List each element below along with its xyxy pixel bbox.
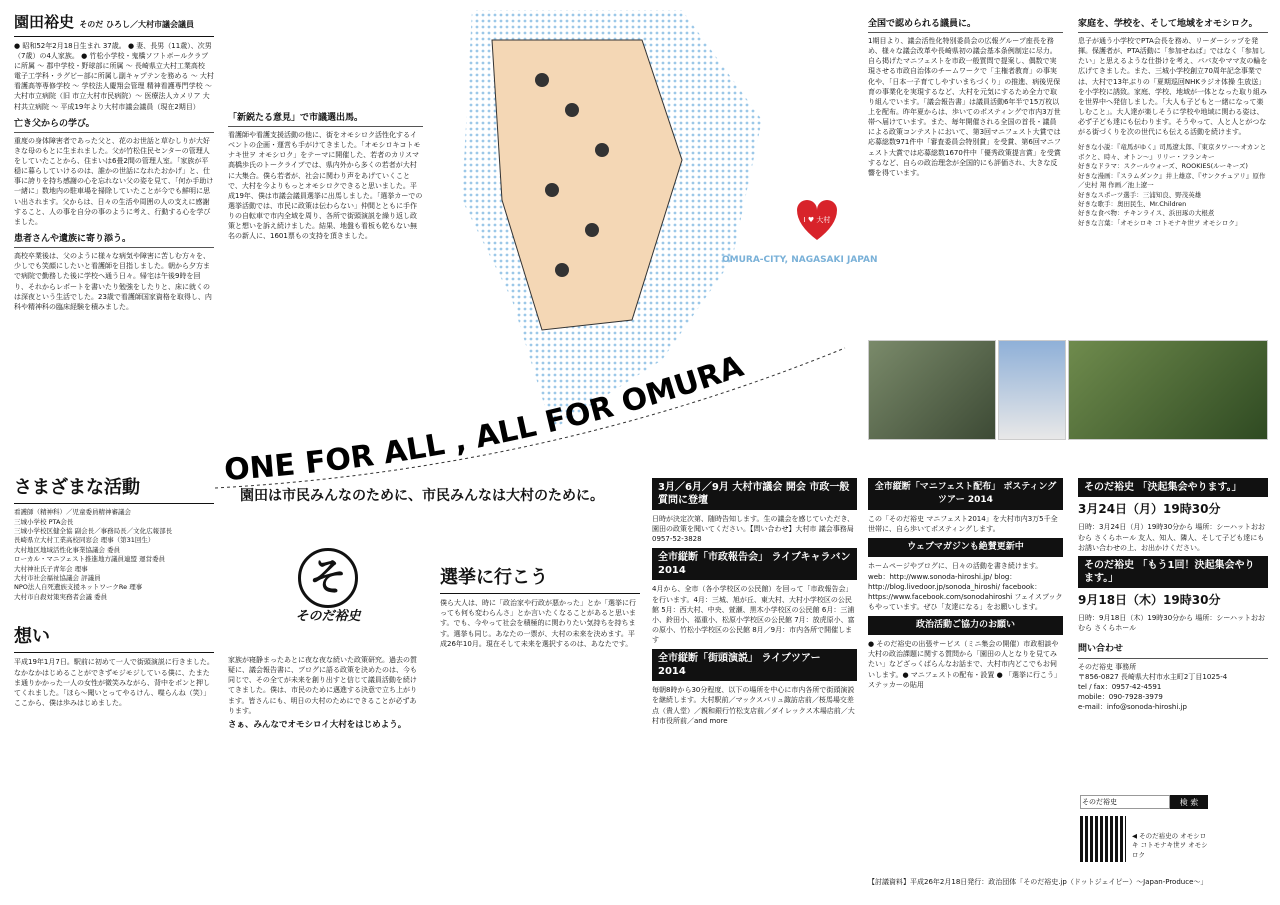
events-column (652, 478, 857, 730)
rally-body: 日時：3月24日（月）19時30分から 場所：シーハットおおむら さくらホール 友人、知人、隣人、そして子ども達にもお誘い合わせの上、お出かけください。 (1078, 523, 1266, 552)
activity-item: 長崎県立大村工業高校同窓会 理事（第31回生） (14, 536, 155, 545)
activity-item: ローカル・マニフェスト推進地方議員連盟 運営委員 (14, 555, 166, 564)
qr-caption: ◀ そのだ裕史の オモシロキ コトモナキ世ヲ オモシロク (1132, 832, 1208, 859)
favorite-item: 好きな言葉：「オモシロキ コトモナキ世ヲ オモシロク」 (1078, 218, 1242, 227)
contact-office: そのだ裕史 事務所 (1078, 662, 1137, 671)
heart-label: I ♥ 大村 (803, 216, 831, 224)
activity-item: 大村神社氏子青年会 理事 (14, 564, 88, 573)
section-title: 家庭を、学校を、そして地域をオモシロク。 (1078, 18, 1268, 33)
map-city-label: OMURA-CITY, NAGASAKI JAPAN (722, 255, 878, 265)
vote-column (440, 565, 640, 652)
section-title: 患者さんや遺族に寄り添う。 (14, 233, 214, 248)
rally-date: 9月18日（木）19時30分 (1078, 592, 1221, 607)
manifesto-title: ウェブマガジンも絶賛更新中 (868, 538, 1063, 557)
achievements-column (868, 12, 1063, 181)
activity-item: 大村市自殺対策実務者会議 委員 (14, 592, 108, 601)
event-body: 4月から、全市（各小学校区の公民館）を回って「市政報告会」を行います。4月：三城、旭が丘、東大村、大村小学校区の公民館 5月：西大村、中央、萱瀬、黒木小学校区の公民館 6月：三浦小、鈴田小、福重小、松原小学校区の公民館 7月：放虎原小、富の原小、竹松小学校区の公民館 8月／9月：市内各所で開催します (652, 585, 855, 645)
contact-tel: tel / fax：0957-42-4591 (1078, 682, 1162, 691)
section-body: 看護師や看護支援活動の他に、街をオモシロク活性化するイベントの企画・運営も手がけてきました。「オモシロキコトモナキ世ヲ オモシロク」をテーマに開催した、若者のカリスマ高橋歩氏のトークライブでは、県内外から多くの若者が大村に大集合。僕ら若者が、社会に関わり声をあげていくことで、大村を今よりもっとオモシロクできると思いました。平成19年、僕は市議会議員選挙に出馬しました。「選挙カーでの選挙活動では、市民に政策は伝わらない」仲間とともに手作りの自転車で市内全域を周り、各所で街頭演説を繰り返し政策と想いを訴え続けました。結果、地盤も看板も乾もない無名の新人に、1601票もの支持を頂きました。 (228, 131, 423, 241)
career-column (228, 12, 423, 245)
search-input[interactable] (1080, 795, 1170, 809)
favorite-item: 好きな歌手：奥田民生、Mr.Children (1078, 199, 1187, 208)
event-title: 3月／6月／9月 大村市議会 開会 市政一般質問に登壇 (652, 478, 857, 510)
event-body: 日時が決定次第、随時告知します。生の議会を感じていただき、園田の政策を聞いてください。【問い合わせ】大村市 議会事務局 0957-52-3828 (652, 515, 855, 544)
event-title: 全市縦断「市政報告会」 ライブキャラバン 2014 (652, 548, 857, 580)
contact-mobile: mobile：090-7928-3979 (1078, 692, 1163, 701)
section-body: 重度の身体障害者であった父と、花のお世話と草むしりが大好きな母のもとに生まれました。父が竹松住民センターの管理人をしていたことから、住まいは6畳2間の管理人室。「家族が平穏に暮らしていけるのは、誰かの世話になれたおかげ」と、仕事に誇りを持ち感謝の心を忘れない父の姿を見て、「何か手助け一緒に」数地内の駐車場を掃除していたことが今でも鮮明に思い出されます。父からは、日々の生活や周囲の人の支えに感謝すること、人の事を自分の事のように考え、行動する心を学びました。 (14, 136, 214, 226)
qr-code[interactable] (1080, 816, 1126, 862)
favorite-item: 好きな食べ物：チキンライス、浜田琢の大根煮 (1078, 209, 1215, 218)
favorite-item: 好きな小説：『竜馬がゆく』司馬遼太郎、『東京タワー〜オカンとボクと、時々、オトン〜』リリー・フランキー (1078, 143, 1267, 161)
manifesto-title: 政治活動ご協力のお願い (868, 616, 1063, 635)
activities-list (14, 508, 214, 602)
activity-item: 看護師（精神科）／児童委員精神審議会 (14, 508, 131, 517)
section-title: 想い (14, 624, 214, 653)
sonoda-logo (268, 548, 388, 627)
favorites-list (1078, 143, 1268, 228)
section-body: 僕ら大人は、時に「政治家や行政が悪かった」とか「選挙に行っても何も変わらんさ」とか言いたくなることがあると思います。でも、今やって社会を積極的に関わりたい気持ちを持ちます。選挙も同じ。あなたの一票が、大村の未来を決めます。平成26年10月。現在そして未来を選択するのは、あなたです。 (440, 599, 636, 648)
activity-item: 三城小学校 PTA会長 (14, 517, 74, 526)
manifesto-body: ホームページやブログに、日々の活動を書き続けます。web：http://www.sonoda-hiroshi.jp/ blog：http://blog.livedoor.jp/sonoda_hiroshi/ facebook：https://www.facebook.com/sonodahiroshi フェイスブックもやっています。ぜひ「友達になる」をお願いします。 (868, 562, 1063, 611)
activities-column (14, 475, 214, 711)
rally-body: 日時：9月18日（木）19時30分から 場所：シーハットおおむら さくらホール (1078, 614, 1266, 633)
slogan-arc (215, 330, 875, 490)
favorite-item: 好きなドラマ：スクールウォーズ、ROOKIES(ルーキーズ) (1078, 162, 1248, 171)
manifesto-body: この「そのだ裕史 マニフェスト2014」を大村市内3万5千全世帯に、自ら歩いてポスティングします。 (868, 515, 1058, 534)
activity-item: 大村市社会福祉協議会 評議員 (14, 574, 101, 583)
omoi-column (228, 655, 423, 734)
section-body: 高校卒業後は、父のように様々な病気や障害に苦しむ方々を、少しでも笑顔にしたいと看護師を目指しました。朝から夕方まで病院で勤務した後に学校へ通う日々。帰宅は午後9時を回り、それからレポートを書いたり勉強をしたりと、床に就くのは深夜という生活でした。23歳で看護師国家資格を取得し、内科や精神科の臨床経験を積みました。 (14, 252, 212, 311)
section-title: 全国で認められる議員に。 (868, 18, 1063, 33)
manifesto-body: ● そのだ裕史の出張サービス（ミニ集会の開催）市政相談や大村の政治課題に関する質問から「園田の人となりを見てみたい」などざっくばらんなお話まで、大村市内どこでもお伺いします。● マニフェストの配布・設置 ● 「選挙に行こう」ステッカーの貼用 (868, 640, 1061, 689)
profile-column (14, 12, 214, 315)
slogan-text: ONE FOR ALL , ALL FOR OMURA (223, 349, 748, 489)
rally-date: 3月24日（月）19時30分 (1078, 502, 1221, 516)
search-box (1080, 795, 1208, 809)
contact-email[interactable]: e-mail：info@sonoda-hiroshi.jp (1078, 703, 1187, 712)
section-body: 家族が寝静まったあとに夜な夜な続いた政策研究。過去の質疑に、議会報告書に、ブログに語る政策を決めたのは、今も同じで、その全てが未来を創り出すと信じて議員活動を続けてきました。僕は、市民のために邁進する決意で立ち上がります。皆さんにも、明日の大村のためにできることが必ずあります。 (228, 656, 417, 715)
contact-title: 問い合わせ (1078, 643, 1268, 658)
section-title: さまざまな活動 (14, 475, 214, 504)
section-body: 平成19年1月7日。駅前に初めて一人で街頭演説に行きました。なかなかはじめることができずモジモジしている僕に、たまたま通りかかった一人の女性が微笑みながら、背中をポンと押してくれました。「ほら〜聞いとってやるけん、喋らんね（笑）」ここから、僕は歩みはじめました。 (14, 658, 214, 707)
favorite-item: 好きなスポーツ選手：三浦知良、野茂英雄 (1078, 190, 1202, 199)
section-body: 息子が通う小学校でPTA会長を務め、リーダーシップを発揮。保護者が、PTA活動に「参加せねば」ではなく「参加したい」と思えるような仕掛けを考え、パパ友やママ友の輪を広げてきました。また、三城小学校創立70周年記念事業では、大村で13年ぶりの「夏期巡回NHKラジオ体操 生放送」を小学校に誘致。家庭、学校、地域が一体となった取り組みを世界中へ発信しました。「大人も子どもと一緒になって楽しむこと」。大人達が楽しそうに学校や地域に関わる姿は、必ず子ども達にも伝わります。そうやって、人と人とがつながる街づくりを次の世代にも伝える活動を続けます。 (1078, 37, 1268, 137)
activity-item: 大村地区地域活性化事業協議会 委員 (14, 545, 121, 554)
rally-title: そのだ裕史 「決起集会やります。」 (1078, 478, 1268, 497)
activity-item: NPO法人自死遺族支援ネットワークRe 理事 (14, 583, 143, 592)
section-title: 亡き父からの学び。 (14, 118, 214, 133)
section-title: 「新鋭たる意見」で市議選出馬。 (228, 112, 423, 127)
profile-bio: ● 昭和52年2月18日生まれ 37歳。 ● 妻、長男（11歳）、次男（7歳）の4人家族。 ● 竹松小学校・鬼橋ソフトボールクラブに所属 〜 郡中学校・野球部に所属 〜 長崎県立大村工業高校 電子工学科・ラグビー部に所属し副キャプテンを務める 〜 大村看護高等専修学校 〜 学校法人慶翔会管理 精神看護専門学校 〜 大村市立病院（旧 市立大村市民病院）〜 医療法人カメリア 大村共立病院 〜 平成19年より大村市議会議員（現在2期目） (14, 41, 214, 111)
logo-mark: そ (298, 548, 358, 608)
event-title: 全市縦断「街頭演説」 ライブツアー 2014 (652, 649, 857, 681)
community-column (1078, 12, 1268, 228)
manifesto-title: 全市縦断「マニフェスト配布」 ポスティングツアー 2014 (868, 478, 1063, 510)
candidate-name: 園田裕史 そのだ ひろし／大村市議会議員 (14, 12, 214, 37)
section-body: 1期目より、議会活性化特別委員会の広報グループ座長を務め、様々な議会改革や長崎県初の議会基本条例制定に尽力。自ら掲げたマニフェストを市政一般質問で提案し、偶数で実現させる市政自治体のチームワークで「主権者教育」の事実化や、「日本一子育てしやすいまちづくり」の推進、病後児保育の事業化を実現するなど、大村を元気にするため全力で取り組んでいます。「議会報告書」は議員活動6年半で15万枚以上を配布。昨年夏からは、歩いてのポスティングで市内3万世帯へ届けています。また、毎年開催される全国の首長・議員による政策コンテストにおいて、第3回マニフェスト大賞では応募総数971件中「審査委員会特別賞」を受賞、第6回マニフェスト大賞では応募総数1670件中「優秀政策提言賞」を受賞するなど、自らの政治理念が全国的にも評価され、大きな反響を得ています。 (868, 37, 1061, 177)
activity-item: 三城小学校区健全協 副会長／事務局長／文化広報部長 (14, 526, 173, 535)
slogan-caption: 園田は市民みんなのために、市民みんなは大村のために。 (240, 488, 604, 504)
rally-column (1078, 478, 1268, 712)
footer-note: 【討議資料】平成26年2月18日発行：政治団体「そのだ裕史.jp（ドットジェイピー）〜Japan-Produce〜」 (868, 878, 1208, 886)
closing-line: さぁ、みんなでオモシロイ大村をはじめよう。 (228, 719, 407, 730)
rally-title: そのだ裕史 「もう1回！決起集会やります。」 (1078, 556, 1268, 588)
favorite-item: 好きな漫画：『スラムダンク』井上雄彦、『サンクチュアリ』原作／史村 翔 作画／池上遼一 (1078, 171, 1266, 190)
banner-photo (998, 340, 1066, 440)
manifesto-column (868, 478, 1063, 694)
event-body: 毎朝8時から30分程度、以下の場所を中心に市内各所で街頭演説を継続します。大村駅前／マックスバリュ諏訪店前／桜馬場交差点（貴人堂）／親和銀行竹松支店前／ダイレックス木場店前／大村市役所前／and more (652, 686, 855, 725)
search-button[interactable]: 検 索 (1170, 795, 1208, 809)
walking-photo (1068, 340, 1268, 440)
section-title: 選挙に行こう (440, 565, 640, 594)
street-speech-photo (868, 340, 996, 440)
contact-address: 〒856-0827 長崎県大村市水主町2丁目1025-4 (1078, 672, 1228, 681)
logo-text: そのだ裕史 (295, 609, 361, 624)
